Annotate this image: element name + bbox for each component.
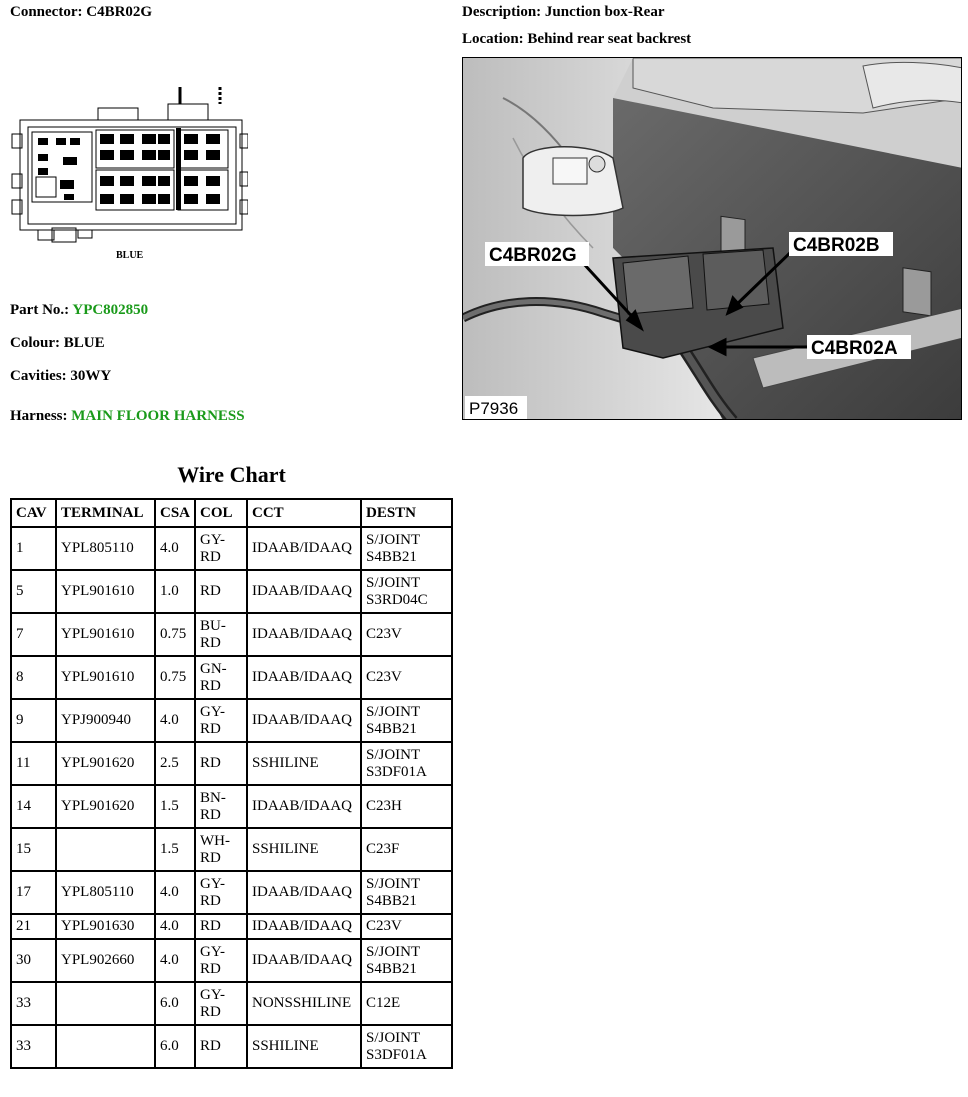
cell-cct: IDAAB/IDAAQ: [248, 940, 362, 983]
description-value: Junction box-Rear: [544, 4, 665, 20]
cell-cav: 14: [12, 786, 57, 829]
cell-destn: S/JOINT S4BB21: [362, 940, 451, 983]
cell-csa: 1.0: [156, 571, 196, 614]
cell-destn: C23V: [362, 657, 451, 700]
table-row: [12, 786, 451, 829]
cell-term: [57, 829, 156, 872]
cell-destn: S/JOINT S3DF01A: [362, 743, 451, 786]
cavities-value: 30WY: [70, 368, 112, 384]
cell-destn: S/JOINT S4BB21: [362, 872, 451, 915]
table-row: [12, 940, 451, 983]
diagram-colour-caption: BLUE: [116, 250, 144, 261]
cell-cct: IDAAB/IDAAQ: [248, 700, 362, 743]
cell-csa: 4.0: [156, 700, 196, 743]
table-row: [12, 743, 451, 786]
header-cct: CCT: [248, 500, 362, 528]
cell-term: YPL901620: [57, 786, 156, 829]
cell-destn: S/JOINT S3RD04C: [362, 571, 451, 614]
table-row: [12, 528, 451, 571]
connector-pinout-diagram: [8, 82, 248, 262]
cell-cav: 21: [12, 915, 57, 940]
callout-c4br02b: C4BR02B: [793, 235, 880, 256]
location-value: Behind rear seat backrest: [527, 31, 692, 47]
table-row: [12, 614, 451, 657]
cavities-label: Cavities: 30WY: [10, 368, 112, 384]
cell-term: YPL805110: [57, 872, 156, 915]
colour-label: Colour: BLUE: [10, 335, 105, 351]
cell-cct: SSHILINE: [248, 829, 362, 872]
cell-col: RD: [196, 1026, 248, 1067]
cell-term: YPL805110: [57, 528, 156, 571]
cell-csa: 0.75: [156, 657, 196, 700]
cell-cct: IDAAB/IDAAQ: [248, 528, 362, 571]
cell-cav: 8: [12, 657, 57, 700]
cell-csa: 6.0: [156, 983, 196, 1026]
cell-cav: 5: [12, 571, 57, 614]
cell-col: GY-RD: [196, 983, 248, 1026]
cell-term: YPL901610: [57, 657, 156, 700]
cell-cav: 7: [12, 614, 57, 657]
table-row: [12, 872, 451, 915]
wire-chart-table: [10, 498, 453, 1069]
cell-term: YPL901630: [57, 915, 156, 940]
cell-cct: SSHILINE: [248, 743, 362, 786]
cell-col: GY-RD: [196, 940, 248, 983]
cell-destn: C23F: [362, 829, 451, 872]
cell-cct: IDAAB/IDAAQ: [248, 786, 362, 829]
cell-cav: 9: [12, 700, 57, 743]
harness-label: Harness: MAIN FLOOR HARNESS: [10, 408, 245, 424]
cell-csa: 4.0: [156, 915, 196, 940]
header-terminal: TERMINAL: [57, 500, 156, 528]
cell-cct: SSHILINE: [248, 1026, 362, 1067]
cell-csa: 2.5: [156, 743, 196, 786]
photo-ref: P7936: [469, 399, 519, 418]
cell-cav: 1: [12, 528, 57, 571]
location-photo: [462, 57, 962, 420]
connector-label: Connector: C4BR02G: [10, 4, 153, 20]
part-no-value: YPC802850: [72, 302, 149, 318]
cell-term: [57, 1026, 156, 1067]
cell-csa: 4.0: [156, 872, 196, 915]
table-row: [12, 1026, 451, 1067]
header-cav: CAV: [12, 500, 57, 528]
location-label: Location: Behind rear seat backrest: [462, 31, 692, 47]
cell-cct: IDAAB/IDAAQ: [248, 657, 362, 700]
cell-destn: C23V: [362, 614, 451, 657]
cell-cct: IDAAB/IDAAQ: [248, 571, 362, 614]
cell-csa: 6.0: [156, 1026, 196, 1067]
table-row: [12, 829, 451, 872]
cell-col: RD: [196, 743, 248, 786]
cell-csa: 0.75: [156, 614, 196, 657]
cell-col: GY-RD: [196, 528, 248, 571]
cell-term: YPL901610: [57, 614, 156, 657]
cell-destn: C23V: [362, 915, 451, 940]
cell-destn: C12E: [362, 983, 451, 1026]
description-label: Description: Junction box-Rear: [462, 4, 665, 20]
header-csa: CSA: [156, 500, 196, 528]
cell-col: GN-RD: [196, 657, 248, 700]
cell-col: GY-RD: [196, 700, 248, 743]
cell-cav: 33: [12, 1026, 57, 1067]
cell-term: YPL901610: [57, 571, 156, 614]
callout-c4br02a: C4BR02A: [811, 338, 898, 359]
cell-term: YPL901620: [57, 743, 156, 786]
cell-csa: 4.0: [156, 940, 196, 983]
colour-value: BLUE: [63, 335, 105, 351]
cell-cct: IDAAB/IDAAQ: [248, 614, 362, 657]
location-photo-illustration: [463, 58, 962, 420]
cell-csa: 4.0: [156, 528, 196, 571]
connector-value: C4BR02G: [86, 4, 153, 20]
cell-cav: 17: [12, 872, 57, 915]
part-no-label: Part No.: YPC802850: [10, 302, 149, 318]
callout-c4br02g: C4BR02G: [489, 245, 577, 266]
table-row: [12, 657, 451, 700]
cell-csa: 1.5: [156, 786, 196, 829]
wire-chart-body: [12, 528, 451, 1067]
cell-term: [57, 983, 156, 1026]
table-row: [12, 571, 451, 614]
cell-cav: 15: [12, 829, 57, 872]
cell-cct: IDAAB/IDAAQ: [248, 872, 362, 915]
cell-csa: 1.5: [156, 829, 196, 872]
table-row: [12, 915, 451, 940]
cell-col: GY-RD: [196, 872, 248, 915]
header-col: COL: [196, 500, 248, 528]
table-row: [12, 700, 451, 743]
cell-col: BU-RD: [196, 614, 248, 657]
cell-cav: 33: [12, 983, 57, 1026]
wire-chart-header-row: [12, 500, 451, 528]
cell-destn: C23H: [362, 786, 451, 829]
table-row: [12, 983, 451, 1026]
cell-col: RD: [196, 915, 248, 940]
cell-cav: 11: [12, 743, 57, 786]
cell-term: YPJ900940: [57, 700, 156, 743]
cell-col: WH-RD: [196, 829, 248, 872]
cell-term: YPL902660: [57, 940, 156, 983]
cell-cct: NONSSHILINE: [248, 983, 362, 1026]
cell-destn: S/JOINT S3DF01A: [366, 1029, 427, 1063]
cell-cct: IDAAB/IDAAQ: [248, 915, 362, 940]
cell-col: RD: [196, 571, 248, 614]
cell-col: BN-RD: [196, 786, 248, 829]
header-destn: DESTN: [362, 500, 451, 528]
cell-cav: 30: [12, 940, 57, 983]
wire-chart-title: Wire Chart: [177, 462, 286, 487]
cell-destn: S/JOINT S4BB21: [362, 528, 451, 571]
cell-destn: S/JOINT S4BB21: [362, 700, 451, 743]
harness-value: MAIN FLOOR HARNESS: [71, 408, 245, 424]
